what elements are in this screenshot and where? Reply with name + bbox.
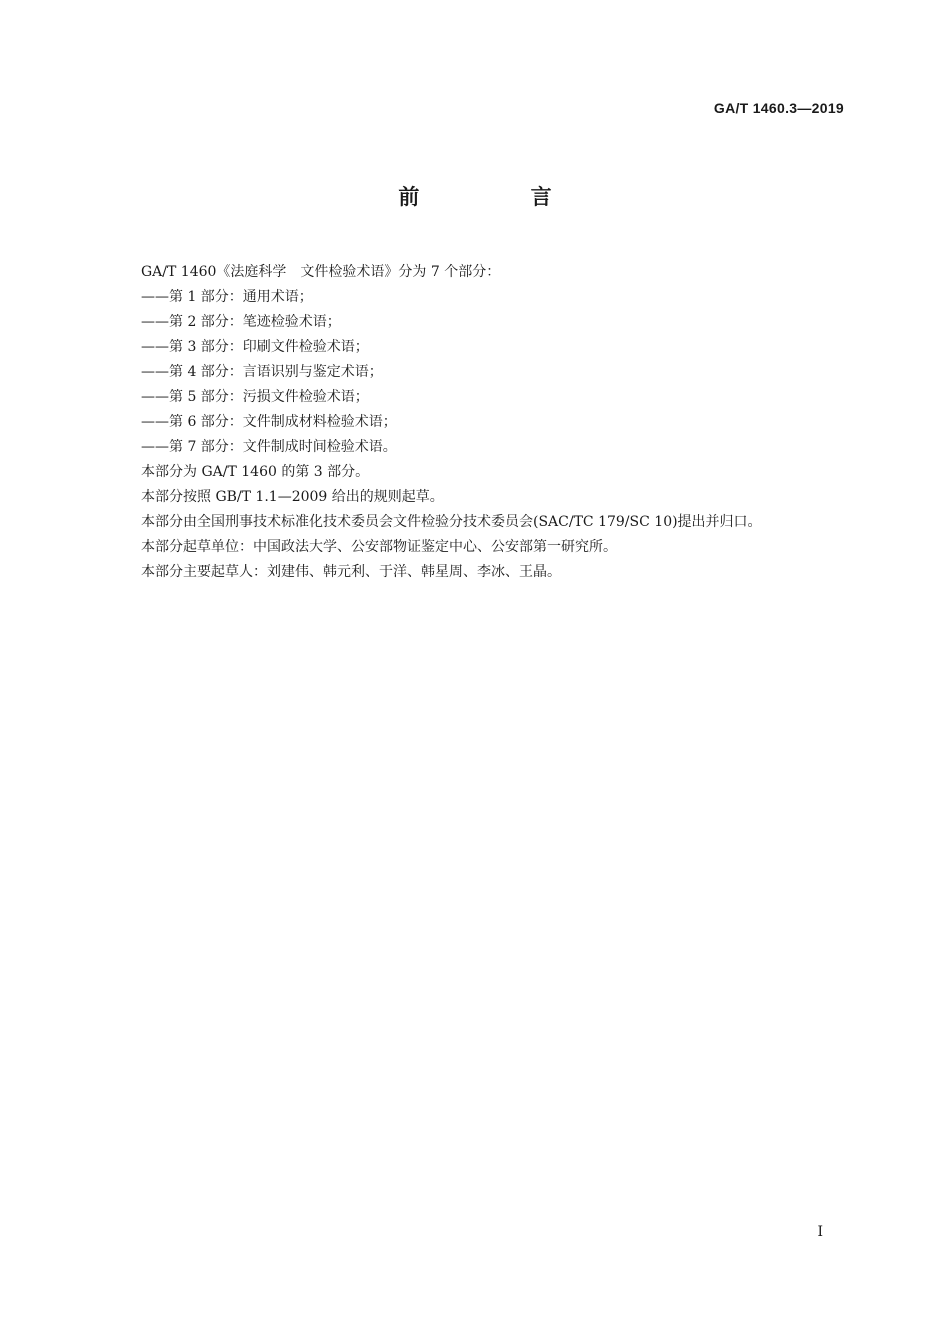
list-item-part-2: ——第 2 部分：笔迹检验术语； [141,314,341,330]
paragraph-intro: GA/T 1460《法庭科学 文件检验术语》分为 7 个部分： [141,264,501,280]
list-item-part-6: ——第 6 部分：文件制成材料检验术语； [141,414,397,430]
foreword-body [108,260,850,585]
paragraph-drafting-units: 本部分起草单位：中国政法大学、公安部物证鉴定中心、公安部第一研究所。 [141,539,617,555]
list-item-part-4: ——第 4 部分：言语识别与鉴定术语； [141,364,383,380]
list-item-part-1: ——第 1 部分：通用术语； [141,289,313,305]
paragraph-drafting-rules: 本部分按照 GB/T 1.1—2009 给出的规则起草。 [141,489,444,505]
paragraph-drafters: 本部分主要起草人：刘建伟、韩元利、于洋、韩星周、李冰、王晶。 [141,564,561,580]
paragraph-proposer: 本部分由全国刑事技术标准化技术委员会文件检验分技术委员会(SAC/TC 179/SC 10)提出并归口。 [141,514,762,530]
page-number: I [817,1224,823,1240]
list-item-part-7: ——第 7 部分：文件制成时间检验术语。 [141,439,397,455]
list-item-part-3: ——第 3 部分：印刷文件检验术语； [141,339,369,355]
standard-code: GA/T 1460.3—2019 [713,100,844,116]
list-item-part-5: ——第 5 部分：污损文件检验术语； [141,389,369,405]
page-title: 前 言 [398,185,604,209]
paragraph-part-statement: 本部分为 GA/T 1460 的第 3 部分。 [141,464,370,480]
